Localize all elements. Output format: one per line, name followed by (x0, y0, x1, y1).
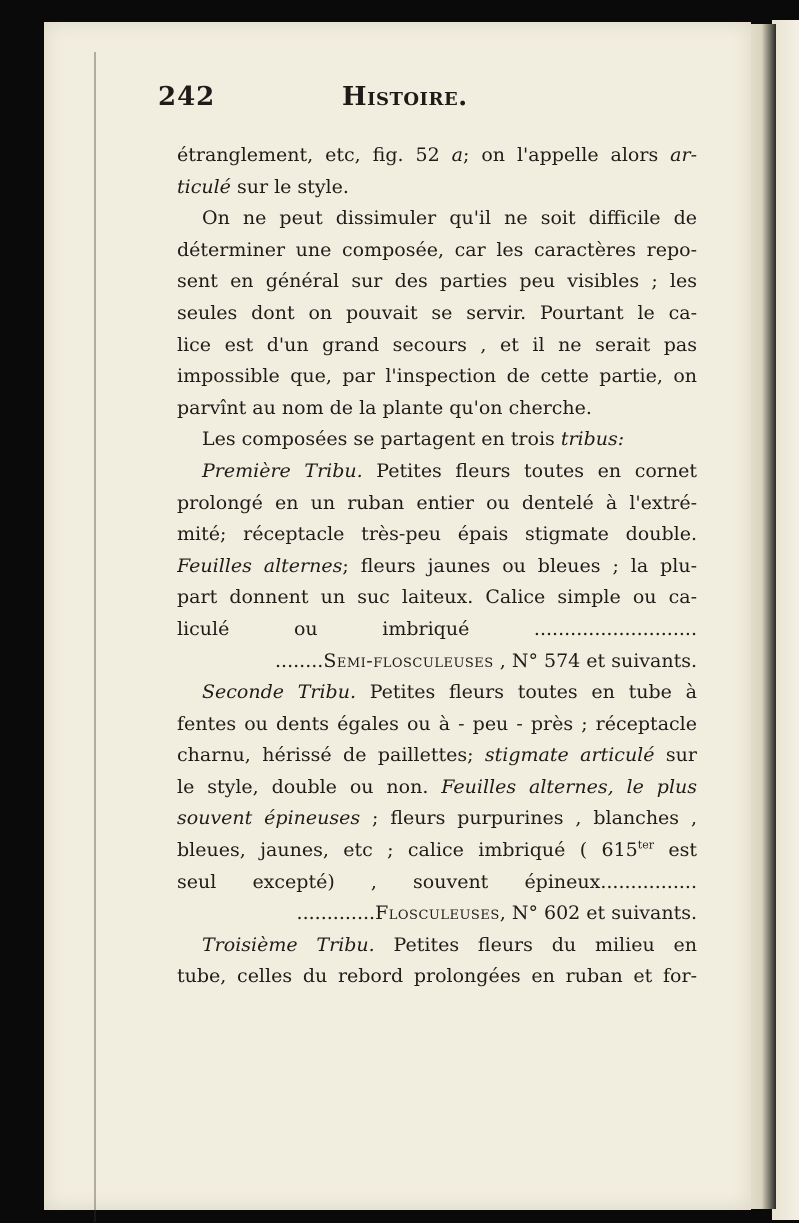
text-run: Petites fleurs toutes en cornet (362, 459, 697, 482)
text-run: tube, celles du rebord prolongées en ruban et for- (177, 965, 697, 988)
text-line (177, 424, 697, 456)
italic-run: ar- (670, 144, 697, 166)
superscript: ter (637, 838, 654, 852)
text-line (177, 456, 697, 488)
text-run: Petites fleurs du milieu en (374, 933, 697, 956)
text-run: prolongé en un ruban entier ou dentelé à l'extré- (177, 491, 697, 514)
text-run: liculé ou imbriqué ........................... (177, 617, 697, 640)
text-run: On ne peut dissimuler qu'il ne soit difficile de (202, 207, 697, 230)
text-run: ............. (296, 902, 376, 925)
text-run: étranglement, etc, fig. 52 (177, 144, 452, 166)
text-line (177, 330, 697, 362)
text-run: ; fleurs jaunes ou bleues ; la plu- (342, 554, 697, 577)
text-line (177, 740, 697, 772)
text-line (177, 772, 697, 804)
text-line (177, 582, 697, 614)
body-text (177, 140, 697, 993)
text-line (177, 614, 697, 646)
text-run: Les composées se partagent en trois (202, 428, 561, 451)
text-run: , N° 574 et suivants. (493, 649, 697, 672)
text-line (177, 361, 697, 393)
text-run: , N° 602 et suivants. (499, 902, 697, 925)
italic-run: ticulé (177, 175, 231, 198)
page-header (158, 82, 698, 118)
italic-run: Troisième Tribu. (202, 933, 375, 956)
small-caps-run: Flosculeuses (375, 902, 500, 925)
text-line (177, 961, 697, 993)
text-line (177, 235, 697, 267)
text-line (177, 677, 697, 709)
small-caps-run: Semi-flosculeuses (323, 649, 494, 672)
italic-run: Feuilles alternes (177, 554, 343, 577)
text-line (177, 551, 697, 583)
text-line (177, 709, 697, 741)
text-run: impossible que, par l'inspection de cette partie, on (177, 365, 697, 388)
text-run: charnu, hérissé de paillettes; (177, 744, 485, 767)
italic-run: souvent épineuses (177, 807, 361, 830)
text-line (177, 266, 697, 298)
text-run: seules dont on pouvait se servir. Pourtant le ca- (177, 301, 697, 324)
text-run: est (653, 839, 697, 862)
text-run: ; on l'appelle alors (462, 144, 671, 166)
text-run: lice est d'un grand secours , et il ne serait pas (177, 333, 697, 356)
text-line (177, 519, 697, 551)
text-line (177, 646, 697, 678)
text-line (177, 803, 697, 835)
text-run: sur (654, 744, 697, 767)
text-run: sur le style. (230, 175, 349, 198)
text-line (177, 930, 697, 962)
text-line (177, 172, 697, 204)
italic-run: a (451, 144, 463, 166)
text-run: déterminer une composée, car les caractères repo- (177, 238, 697, 261)
text-run: parvînt au nom de la plante qu'on cherche. (177, 396, 592, 419)
binding-shadow (94, 52, 96, 1222)
text-run: ; fleurs purpurines , blanches , (360, 807, 697, 830)
adjacent-page (772, 20, 799, 1220)
text-run: le style, double ou non. (177, 775, 442, 798)
text-run: sent en général sur des parties peu visibles ; les (177, 270, 697, 293)
text-line (177, 835, 697, 867)
text-line (177, 867, 697, 899)
text-line (177, 898, 697, 930)
page-number: 242 (158, 82, 216, 112)
running-head: Histoire. (342, 82, 468, 112)
italic-run: Première Tribu. (202, 459, 363, 482)
text-line (177, 393, 697, 425)
text-line (177, 203, 697, 235)
italic-run: Feuilles alternes, le plus (441, 775, 697, 798)
text-run: Petites fleurs toutes en tube à (356, 681, 697, 704)
text-run: fentes ou dents égales ou à - peu - près ; réceptacle (177, 712, 697, 735)
text-run: bleues, jaunes, etc ; calice imbriqué ( 615 (177, 839, 638, 862)
italic-run: Seconde Tribu. (202, 681, 356, 704)
text-line (177, 488, 697, 520)
text-line (177, 298, 697, 330)
text-run: ........ (275, 649, 324, 672)
italic-run: tribus: (560, 428, 625, 451)
text-line (177, 140, 697, 172)
text-run: mité; réceptacle très-peu épais stigmate double. (177, 523, 697, 546)
text-run: seul excepté) , souvent épineux................ (177, 870, 697, 893)
italic-run: stigmate articulé (484, 744, 655, 767)
text-run: part donnent un suc laiteux. Calice simple ou ca- (177, 586, 697, 609)
